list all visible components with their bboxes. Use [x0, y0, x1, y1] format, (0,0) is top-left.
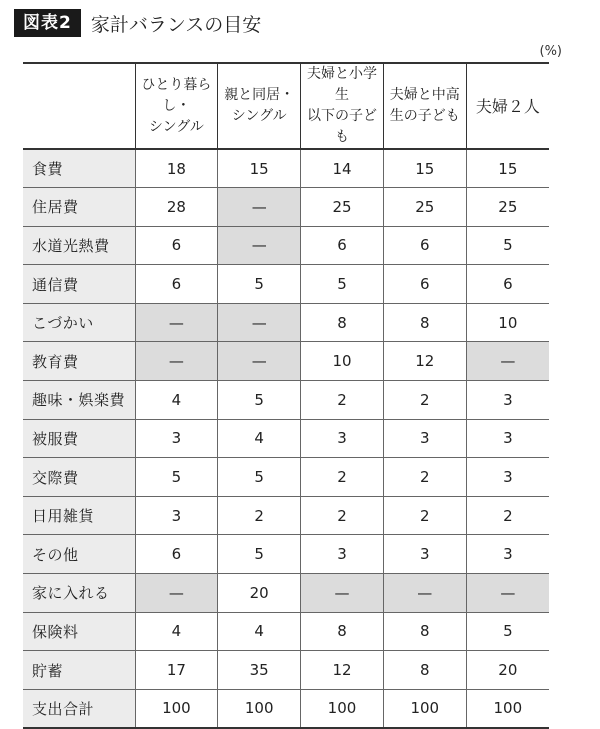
table-cell: 12 [301, 651, 384, 690]
table-cell: 5 [218, 458, 301, 497]
table-cell: — [301, 574, 384, 613]
table-cell: 8 [301, 612, 384, 651]
table-row [23, 342, 549, 381]
table-cell: 15 [466, 149, 549, 188]
table-cell: 3 [301, 419, 384, 458]
table-body [23, 149, 549, 728]
table-cell: 14 [301, 149, 384, 188]
table-cell: 18 [135, 149, 218, 188]
table-cell: — [466, 574, 549, 613]
table-cell: 2 [383, 496, 466, 535]
table-cell: 3 [301, 535, 384, 574]
figure-label: 図表2 [14, 9, 81, 37]
table-cell: — [218, 303, 301, 342]
table-cell: 5 [135, 458, 218, 497]
table-cell: 2 [301, 381, 384, 420]
row-label: 教育費 [23, 342, 135, 381]
column-header-line: 生の子ども [389, 108, 460, 124]
column-header [135, 63, 218, 149]
table-cell: 100 [383, 689, 466, 728]
table-cell: 4 [218, 419, 301, 458]
row-label: 交際費 [23, 458, 135, 497]
table-cell: 100 [218, 689, 301, 728]
row-label: 貯蓄 [23, 651, 135, 690]
table-cell: 2 [301, 496, 384, 535]
table-cell: 100 [301, 689, 384, 728]
table-cell: — [383, 574, 466, 613]
table-cell: 3 [466, 535, 549, 574]
row-label: 趣味・娯楽費 [23, 381, 135, 420]
table-row [23, 188, 549, 227]
column-header-line: 夫婦と中高 [389, 87, 460, 103]
row-label: 被服費 [23, 419, 135, 458]
table-cell: 5 [218, 381, 301, 420]
row-label: 家に入れる [23, 574, 135, 613]
table-cell: — [466, 342, 549, 381]
table-cell: 5 [218, 535, 301, 574]
table-row [23, 419, 549, 458]
column-header-line: シングル [231, 108, 287, 124]
column-header [383, 63, 466, 149]
table-cell: 2 [218, 496, 301, 535]
row-label: その他 [23, 535, 135, 574]
table-cell: 8 [383, 651, 466, 690]
table-cell: 20 [218, 574, 301, 613]
row-label: 住居費 [23, 188, 135, 227]
table-cell: 3 [383, 419, 466, 458]
table-cell: 8 [383, 303, 466, 342]
table-cell: 35 [218, 651, 301, 690]
figure-header [14, 8, 261, 38]
table-cell: — [135, 574, 218, 613]
table-cell: 2 [301, 458, 384, 497]
table-row [23, 265, 549, 304]
table-row [23, 651, 549, 690]
table-cell: 2 [383, 381, 466, 420]
column-header-line: シングル [148, 118, 204, 135]
table-cell: 3 [135, 496, 218, 535]
table-cell: 4 [135, 612, 218, 651]
table-cell: 2 [383, 458, 466, 497]
table-cell: 25 [466, 188, 549, 227]
column-header [218, 63, 301, 149]
table-row [23, 381, 549, 420]
table-cell: 100 [135, 689, 218, 728]
table-cell: 4 [218, 612, 301, 651]
table-cell: 6 [383, 226, 466, 265]
table-cell: 25 [301, 188, 384, 227]
table-cell: 15 [218, 149, 301, 188]
table-cell: 6 [466, 265, 549, 304]
table-row [23, 303, 549, 342]
row-label: 支出合計 [23, 689, 135, 728]
table-cell: 6 [135, 226, 218, 265]
table-cell: 25 [383, 188, 466, 227]
table-row [23, 149, 549, 188]
table-cell: — [135, 303, 218, 342]
table-cell: — [218, 188, 301, 227]
table-cell: 28 [135, 188, 218, 227]
table-cell: 3 [466, 381, 549, 420]
table-cell: 3 [383, 535, 466, 574]
table-cell: 6 [135, 265, 218, 304]
column-header-line: ひとり暮らし・ [141, 76, 212, 114]
column-header-line: 以下の子ども [306, 108, 377, 145]
table-cell: — [218, 342, 301, 381]
column-header-line: 親と同居・ [224, 87, 295, 103]
table-cell: 10 [301, 342, 384, 381]
row-label: 保険料 [23, 612, 135, 651]
table-cell: 20 [466, 651, 549, 690]
column-header-line: 夫婦２人 [475, 96, 540, 116]
table-cell: — [135, 342, 218, 381]
table-cell: 5 [466, 612, 549, 651]
table-row [23, 496, 549, 535]
table-cell: 4 [135, 381, 218, 420]
table-cell: 6 [301, 226, 384, 265]
table-row [23, 226, 549, 265]
table-cell: 15 [383, 149, 466, 188]
column-header [466, 63, 549, 149]
table-row [23, 458, 549, 497]
table-cell: 6 [135, 535, 218, 574]
table-cell: 17 [135, 651, 218, 690]
table-cell: 3 [466, 458, 549, 497]
table-cell: 3 [466, 419, 549, 458]
budget-balance-table [23, 62, 549, 729]
corner-cell [23, 63, 135, 149]
table-cell: 3 [135, 419, 218, 458]
table-cell: 5 [218, 265, 301, 304]
row-label: 食費 [23, 149, 135, 188]
table-cell: 5 [466, 226, 549, 265]
table-row [23, 574, 549, 613]
row-label: 日用雑貨 [23, 496, 135, 535]
table-cell: 2 [466, 496, 549, 535]
table-cell: 100 [466, 689, 549, 728]
table-cell: 8 [301, 303, 384, 342]
table-header-row [23, 63, 549, 149]
table-cell: 10 [466, 303, 549, 342]
column-header [301, 63, 384, 149]
column-header-line: 夫婦と小学生 [306, 66, 377, 103]
table-cell: 8 [383, 612, 466, 651]
row-label: 通信費 [23, 265, 135, 304]
figure-title: 家計バランスの目安 [90, 13, 262, 36]
table-row [23, 535, 549, 574]
table-row [23, 689, 549, 728]
table-cell: 12 [383, 342, 466, 381]
row-label: こづかい [23, 303, 135, 342]
unit-label: (%) [539, 44, 562, 59]
table-cell: 5 [301, 265, 384, 304]
row-label: 水道光熱費 [23, 226, 135, 265]
table-row [23, 612, 549, 651]
table-cell: — [218, 226, 301, 265]
table-cell: 6 [383, 265, 466, 304]
